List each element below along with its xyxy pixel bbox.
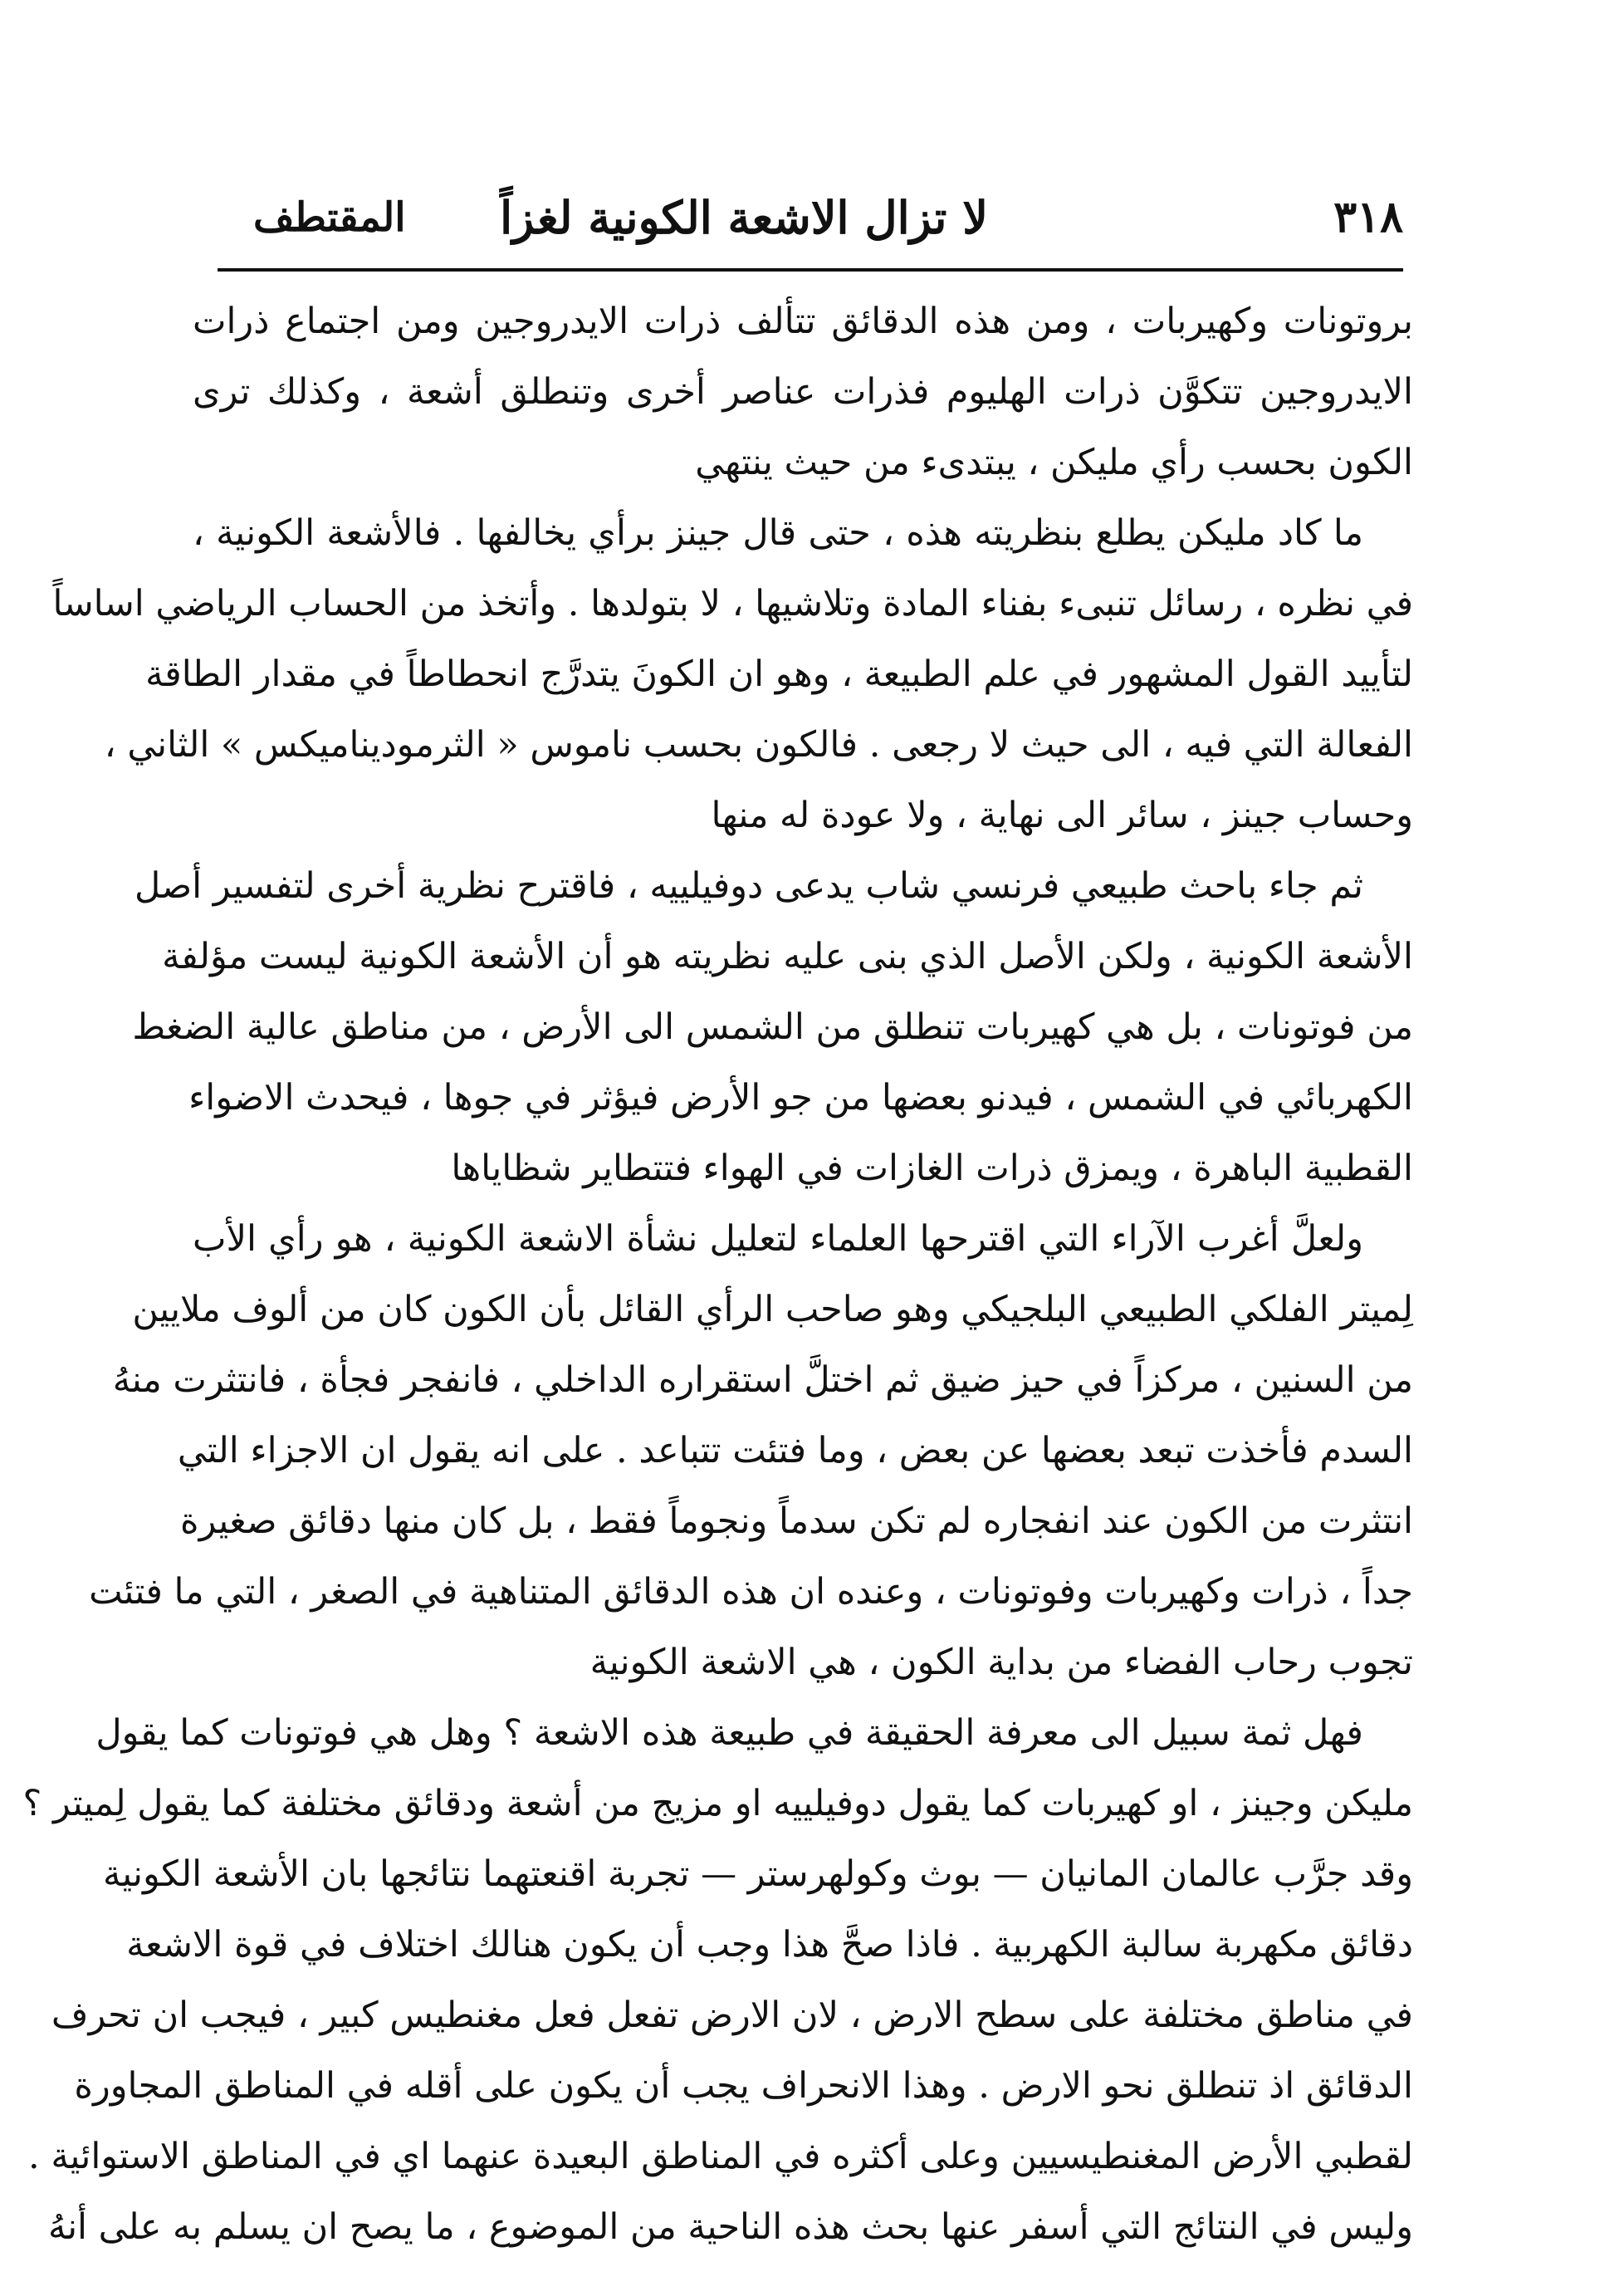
text-line: ثم جاء باحث طبيعي فرنسي شاب يدعى دوفيلييه ، فاقترح نظرية أخرى لتفسير أصل [135,865,1363,907]
text-line: الدقائق اذ تنطلق نحو الارض . وهذا الانحراف يجب أن يكون على أقله في المناطق المجاورة [74,2065,1413,2107]
text-line: الفعالة التي فيه ، الى حيث لا رجعى . فالكون بحسب ناموس « الثرموديناميكس » الثاني ، [104,724,1413,766]
header-divider [218,268,1403,272]
paragraph [89,1204,1413,1698]
journal-name: المقتطف [253,194,406,241]
text-line: الايدروجين تتكوَّن ذرات الهليوم فذرات عناصر أخرى وتنطلق أشعة ، وكذلك ترى [193,371,1413,413]
text-line: مليكن وجينز ، او كهيربات كما يقول دوفيلييه او مزيج من أشعة ودقائق مختلفة كما يقول لِميتر ؟ [22,1783,1413,1824]
text-line: وقد جرَّب عالمان المانيان — بوث وكولهرستر — تجربة اقنعتهما نتائجها بان الأشعة الكونية [103,1853,1413,1895]
text-line: دقائق مكهربة سالبة الكهربية . فاذا صحَّ هذا وجب أن يكون هنالك اختلاف في قوة الاشعة [126,1924,1413,1965]
text-line: لقطبي الأرض المغنطيسيين وعلى أكثره في المناطق البعيدة عنهما اي في المناطق الاستوائية . [27,2136,1413,2177]
text-line: لتأييد القول المشهور في علم الطبيعة ، وهو ان الكونَ يتدرَّج انحطاطاً في مقدار الطاقة [145,654,1413,695]
running-header [224,184,1403,251]
text-line: السدم فأخذت تبعد بعضها عن بعض ، وما فتئت تتباعد . على انه يقول ان الاجزاء التي [177,1430,1413,1471]
text-line: ولعلَّ أغرب الآراء التي اقترحها العلماء لتعليل نشأة الاشعة الكونية ، هو رأي الأب [193,1218,1363,1260]
text-line: الكون بحسب رأي مليكن ، يبتدىء من حيث ينتهي [695,442,1413,483]
article-body [22,286,1413,2263]
text-line: الكهربائي في الشمس ، فيدنو بعضها من جو الأرض فيؤثر في جوها ، فيحدث الاضواء [188,1077,1413,1119]
paragraph [193,286,1413,498]
text-line: تجوب رحاب الفضاء من بداية الكون ، هي الاشعة الكونية [589,1642,1413,1683]
text-line: وليس في النتائج التي أسفر عنها بحث هذه الناحية من الموضوع ، ما يصح ان يسلم به على أنهُ [48,2206,1413,2248]
text-line: فهل ثمة سبيل الى معرفة الحقيقة في طبيعة هذه الاشعة ؟ وهل هي فوتونات كما يقول [95,1712,1363,1754]
text-line: من فوتونات ، بل هي كهيربات تنطلق من الشمس الى الأرض ، من مناطق عالية الضغط [132,1006,1413,1048]
paragraph [132,851,1413,1204]
text-line: ما كاد مليكن يطلع بنظريته هذه ، حتى قال جينز برأي يخالفها . فالأشعة الكونية ، [193,512,1363,554]
page-number: ٣١٨ [1333,192,1403,242]
text-line: انتثرت من الكون عند انفجاره لم تكن سدماً ونجوماً فقط ، بل كان منها دقائق صغيرة [180,1500,1413,1542]
text-line: وحساب جينز ، سائر الى نهاية ، ولا عودة له منها [711,795,1413,836]
text-line: في مناطق مختلفة على سطح الارض ، لان الارض تفعل فعل مغنطيس كبير ، فيجب ان تحرف [51,1995,1413,2036]
text-line: من السنين ، مركزاً في حيز ضيق ثم اختلَّ استقراره الداخلي ، فانفجر فجأة ، فانتثرت منهُ [112,1359,1413,1401]
text-line: جداً ، ذرات وكهيربات وفوتونات ، وعنده ان هذه الدقائق المتناهية في الصغر ، التي ما فتئت [89,1571,1413,1613]
text-line: في نظره ، رسائل تنبىء بفناء المادة وتلاشيها ، لا بتولدها . وأتخذ من الحساب الرياضي اساساً [52,583,1413,624]
paragraph [22,1698,1413,2263]
article-title: لا تزال الاشعة الكونية لغزاً [500,191,988,244]
text-line: بروتونات وكهيربات ، ومن هذه الدقائق تتألف ذرات الايدروجين ومن اجتماع ذرات [193,301,1413,342]
text-line: الأشعة الكونية ، ولكن الأصل الذي بنى عليه نظريته هو أن الأشعة الكونية ليست مؤلفة [162,936,1413,977]
text-line: القطبية الباهرة ، ويمزق ذرات الغازات في الهواء فتتطاير شظاياها [451,1148,1413,1189]
paragraph [52,498,1413,851]
text-line: لِميتر الفلكي الطبيعي البلجيكي وهو صاحب الرأي القائل بأن الكون كان من ألوف ملايين [132,1289,1413,1330]
